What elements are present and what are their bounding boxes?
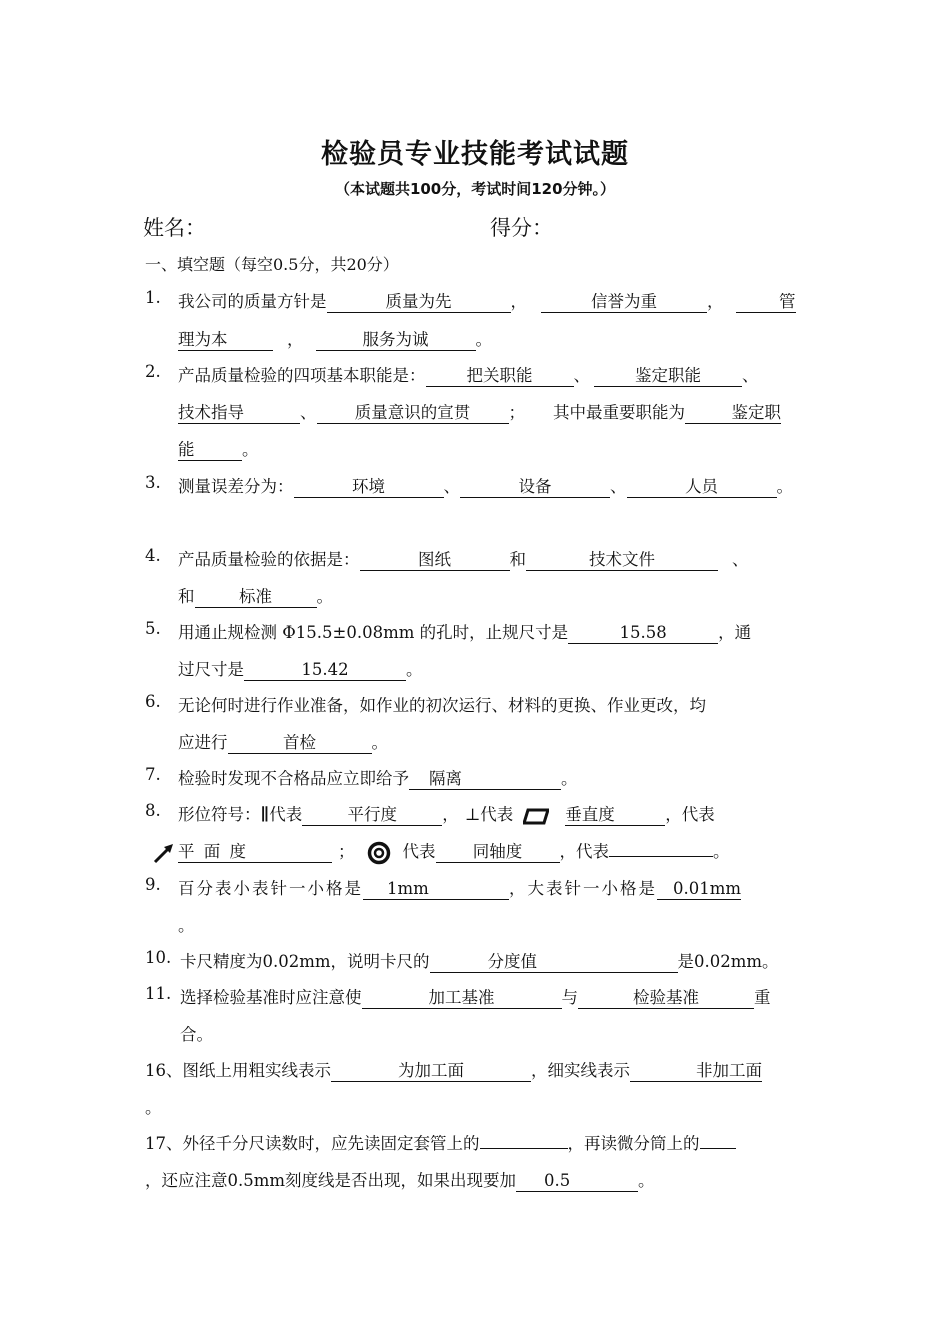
question-text: 形位符号： bbox=[178, 805, 261, 824]
question-text: 过尺寸是 bbox=[178, 660, 244, 679]
answer-blank bbox=[409, 769, 561, 790]
answer-blank: 信誉为重 bbox=[541, 292, 707, 313]
page-subtitle: （本试题共100分，考试时间120分钟。） bbox=[334, 180, 616, 198]
question-2-line-1 bbox=[178, 362, 759, 387]
answer-blank: 垂直度 bbox=[565, 805, 665, 826]
answer-blank: 0.01mm bbox=[657, 879, 741, 900]
punctuation: 。 bbox=[316, 587, 333, 606]
question-text: 无论何时进行作业准备，如作业的初次运行、材料的更换、作业更改，均 bbox=[178, 696, 706, 715]
question-11-line-1 bbox=[180, 984, 771, 1009]
question-6-line-2 bbox=[178, 729, 388, 754]
question-16-line-2 bbox=[145, 1094, 162, 1118]
answer-blank: 环境 bbox=[294, 477, 444, 498]
question-4-line-2 bbox=[178, 583, 333, 608]
question-text: 卡尺精度为0.02mm，说明卡尺的 bbox=[180, 952, 430, 971]
question-5-line-2 bbox=[178, 656, 423, 681]
question-text: 图纸上用粗实线表示 bbox=[182, 1061, 331, 1080]
answer-blank: 平行度 bbox=[302, 805, 442, 826]
question-number: 8. bbox=[145, 801, 161, 820]
perpendicularity-icon: ⊥ bbox=[464, 805, 481, 824]
answer-blank: 加工基准 bbox=[362, 988, 562, 1009]
punctuation: ，代表 bbox=[559, 842, 609, 861]
section-heading: 一、填空题（每空0.5分，共20分） bbox=[145, 255, 399, 274]
answer-blank: 鉴定职能 bbox=[594, 366, 742, 387]
question-number: 2. bbox=[145, 362, 161, 381]
question-9-line-2 bbox=[178, 912, 195, 936]
question-text: 是0.02mm。 bbox=[677, 952, 779, 971]
answer-blank: 图纸 bbox=[360, 550, 510, 571]
question-text: ，大表针一小格是 bbox=[509, 879, 657, 898]
punctuation: 。 bbox=[145, 1098, 162, 1117]
flatness-icon bbox=[523, 807, 549, 825]
question-number: 17、 bbox=[145, 1134, 183, 1153]
answer-blank: 把关职能 bbox=[426, 366, 574, 387]
question-text: 应进行 bbox=[178, 733, 228, 752]
question-text: ，还应注意0.5mm刻度线是否出现，如果出现要加 bbox=[145, 1171, 517, 1190]
question-8-line-1 bbox=[178, 801, 715, 826]
question-text: 与 bbox=[561, 988, 578, 1007]
answer-blank: 鉴定职 bbox=[685, 403, 781, 424]
answer-blank: 人员 bbox=[627, 477, 777, 498]
punctuation: 。 bbox=[638, 1171, 655, 1190]
question-number: 6. bbox=[145, 692, 161, 711]
punctuation: ，代表 bbox=[665, 805, 715, 824]
question-number: 1. bbox=[145, 288, 161, 307]
answer-blank: 能 bbox=[178, 440, 242, 461]
question-text: 代表 bbox=[402, 842, 436, 861]
punctuation: ， bbox=[442, 805, 459, 824]
question-text: 产品质量检验的依据是： bbox=[178, 550, 360, 569]
answer-blank: 平 面 度 bbox=[178, 842, 332, 863]
answer-blank: 技术指导 bbox=[178, 403, 300, 424]
punctuation: ； bbox=[338, 842, 355, 861]
parallelism-icon: ∥ bbox=[260, 805, 270, 824]
question-number: 16、 bbox=[145, 1061, 183, 1080]
answer-blank bbox=[363, 879, 509, 900]
punctuation: 。 bbox=[406, 660, 423, 679]
question-11-line-2 bbox=[180, 1021, 213, 1045]
answer-blank: 检验基准 bbox=[578, 988, 754, 1009]
question-9-line-1 bbox=[178, 875, 741, 900]
punctuation: 、 bbox=[573, 366, 590, 385]
punctuation: ， bbox=[510, 292, 527, 311]
question-text: 检验时发现不合格品应立即给予 bbox=[178, 769, 409, 788]
question-number: 9. bbox=[145, 875, 161, 894]
question-3-line-1 bbox=[178, 473, 793, 498]
punctuation: 。 bbox=[178, 916, 195, 935]
question-6-line-1 bbox=[178, 692, 706, 716]
punctuation: 。 bbox=[242, 440, 259, 459]
question-2-line-2 bbox=[178, 399, 781, 424]
punctuation: ； bbox=[508, 403, 525, 422]
answer-blank: 服务为诚 bbox=[316, 330, 476, 351]
question-number: 7. bbox=[145, 765, 161, 784]
answer-blank: 理为本 bbox=[178, 330, 273, 351]
question-text: 和 bbox=[509, 550, 526, 569]
score-label: 得分： bbox=[490, 216, 553, 240]
question-number: 11. bbox=[145, 984, 172, 1003]
punctuation: 、 bbox=[300, 403, 317, 422]
answer-blank: 标准 bbox=[195, 587, 317, 608]
answer-blank: 质量意识的宣贯 bbox=[317, 403, 509, 424]
question-text: 和 bbox=[178, 587, 195, 606]
punctuation: 、 bbox=[443, 477, 460, 496]
question-text: 重 bbox=[754, 988, 771, 1007]
question-text: 选择检验基准时应注意使 bbox=[180, 988, 362, 1007]
punctuation: 。 bbox=[776, 477, 793, 496]
answer-blank bbox=[430, 952, 678, 973]
coaxiality-icon bbox=[367, 841, 391, 865]
answer-blank bbox=[516, 1171, 638, 1192]
question-5-line-1 bbox=[178, 619, 751, 644]
question-7-line-1 bbox=[178, 765, 578, 790]
answer-text: 分度值 bbox=[487, 952, 538, 971]
answer-text: 隔离 bbox=[429, 769, 462, 788]
punctuation: 。 bbox=[713, 842, 730, 861]
question-2-line-3 bbox=[178, 436, 259, 461]
question-text: 百分表小表针一小格是 bbox=[178, 879, 363, 898]
question-17-line-2 bbox=[145, 1167, 655, 1192]
answer-blank: 技术文件 bbox=[526, 550, 718, 571]
punctuation: 。 bbox=[475, 330, 492, 349]
answer-blank: 管 bbox=[736, 292, 796, 313]
arrow-icon bbox=[152, 841, 176, 865]
answer-text: 0.5 bbox=[544, 1171, 571, 1190]
punctuation: ，通 bbox=[718, 623, 752, 642]
question-text: 产品质量检验的四项基本职能是： bbox=[178, 366, 426, 385]
question-4-line-1 bbox=[178, 546, 749, 571]
punctuation: 、 bbox=[732, 550, 749, 569]
question-text: 代表 bbox=[480, 805, 514, 824]
question-text: 其中最重要职能为 bbox=[553, 403, 685, 422]
question-16-line-1 bbox=[145, 1057, 762, 1082]
punctuation: ， bbox=[287, 330, 304, 349]
question-number: 10. bbox=[145, 948, 172, 967]
question-text: ，再读微分筒上的 bbox=[567, 1134, 700, 1153]
answer-blank: 15.42 bbox=[244, 660, 406, 681]
answer-blank: 首检 bbox=[228, 733, 372, 754]
answer-blank bbox=[480, 1148, 568, 1149]
punctuation: 。 bbox=[561, 769, 578, 788]
answer-blank: 同轴度 bbox=[436, 842, 560, 863]
punctuation: 。 bbox=[371, 733, 388, 752]
punctuation: 、 bbox=[742, 366, 759, 385]
answer-blank: 设备 bbox=[460, 477, 610, 498]
name-label: 姓名： bbox=[143, 216, 206, 240]
punctuation: 、 bbox=[610, 477, 627, 496]
question-text: 代表 bbox=[269, 805, 303, 824]
answer-text: 1mm bbox=[387, 879, 429, 898]
question-1-line-2 bbox=[178, 326, 492, 351]
answer-blank: 15.58 bbox=[568, 623, 718, 644]
answer-blank bbox=[609, 856, 713, 857]
question-text: ，细实线表示 bbox=[531, 1061, 630, 1080]
question-17-line-1 bbox=[145, 1130, 736, 1154]
question-text: 测量误差分为： bbox=[178, 477, 294, 496]
question-text: 外径千分尺读数时，应先读固定套管上的 bbox=[182, 1134, 480, 1153]
punctuation: ， bbox=[707, 292, 724, 311]
question-text: 合。 bbox=[180, 1025, 213, 1044]
answer-blank: 为加工面 bbox=[331, 1061, 531, 1082]
question-8-line-2 bbox=[152, 838, 730, 865]
answer-blank: 非加工面 bbox=[630, 1061, 762, 1082]
question-number: 5. bbox=[145, 619, 161, 638]
question-number: 4. bbox=[145, 546, 161, 565]
question-number: 3. bbox=[145, 473, 161, 492]
question-1-line-1 bbox=[178, 288, 796, 313]
answer-blank: 质量为先 bbox=[327, 292, 511, 313]
answer-blank bbox=[700, 1148, 736, 1149]
page-title: 检验员专业技能考试试题 bbox=[321, 139, 629, 170]
question-text: 我公司的质量方针是 bbox=[178, 292, 327, 311]
question-text: 用通止规检测 Φ15.5±0.08mm 的孔时，止规尺寸是 bbox=[178, 623, 569, 642]
question-10-line-1 bbox=[180, 948, 779, 973]
